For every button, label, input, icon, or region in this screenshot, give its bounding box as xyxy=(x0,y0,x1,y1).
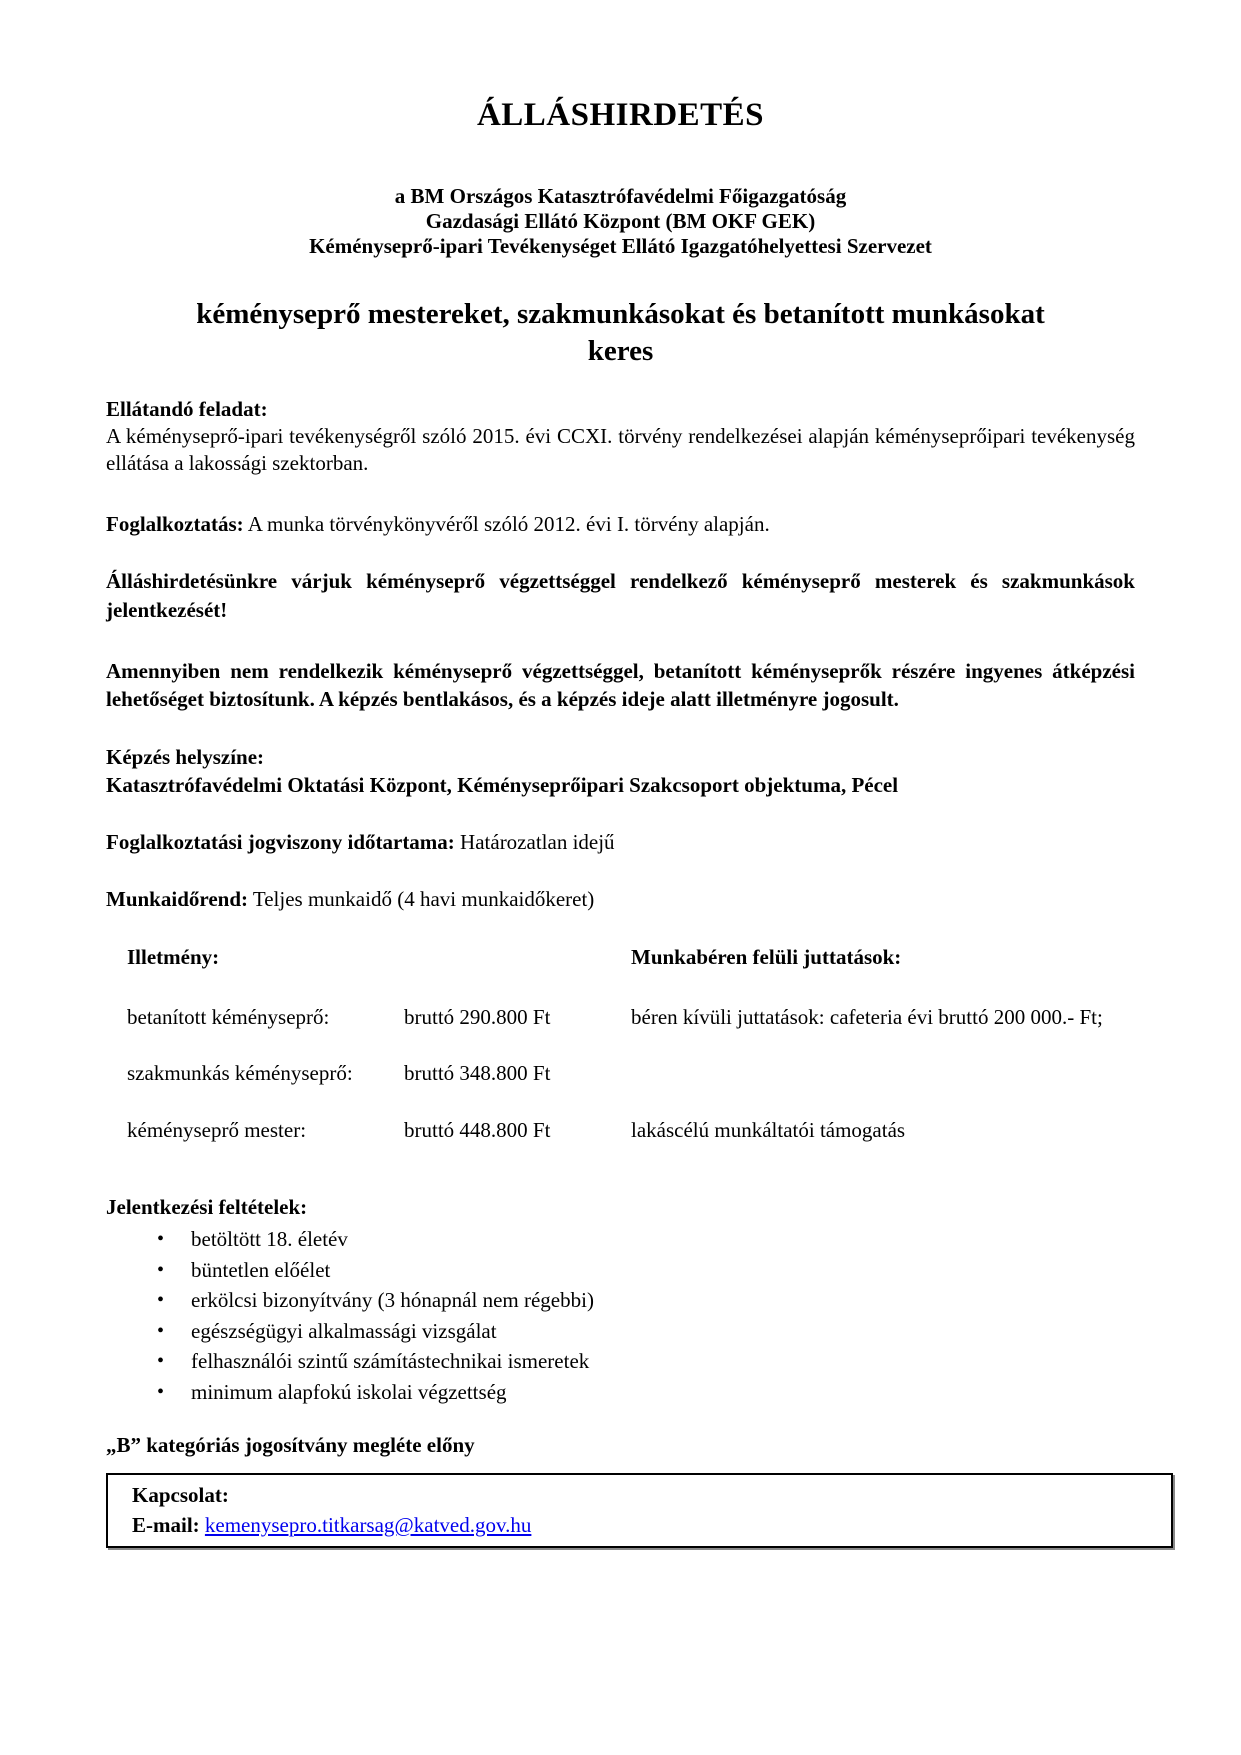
invite-paragraph: Álláshirdetésünkre várjuk kéményseprő végzettséggel rendelkező kéményseprő mesterek és szakmunkások jelentkezését! xyxy=(106,569,1135,622)
org-line-1: a BM Országos Katasztrófavédelmi Főigazgatóság xyxy=(394,184,847,208)
list-item-text: felhasználói szintű számítástechnikai ismeretek xyxy=(191,1349,590,1373)
employment-body: A munka törvénykönyvéről szóló 2012. évi I. törvény alapján. xyxy=(243,512,770,536)
job-headline-line2: keres xyxy=(587,335,654,367)
employment-paragraph xyxy=(106,511,1135,538)
license-note: „B” kategóriás jogosítvány megléte előny xyxy=(106,1433,475,1457)
duration-label: Foglalkoztatási jogviszony időtartama: xyxy=(106,830,455,854)
salary-label: betanított kéményseprő: xyxy=(127,1005,330,1029)
benefit-cell: béren kívüli juttatások: cafeteria évi bruttó 200 000.- Ft; xyxy=(631,1005,1103,1029)
list-item-text: egészségügyi alkalmassági vizsgálat xyxy=(191,1318,497,1343)
list-item-text: erkölcsi bizonyítvány (3 hónapnál nem régebbi) xyxy=(191,1288,594,1312)
list-item xyxy=(157,1224,1135,1255)
task-body: A kéményseprő-ipari tevékenységről szóló 2015. évi CCXI. törvény rendelkezései alapján kéményseprőipari tevékenység ellátása a lakossági szektorban. xyxy=(106,424,1135,475)
table-row xyxy=(127,1116,631,1144)
salary-value: bruttó 348.800 Ft xyxy=(404,1061,551,1085)
page-title: ÁLLÁSHIRDETÉS xyxy=(476,97,765,133)
bullet-icon: • xyxy=(157,1258,165,1281)
section-task xyxy=(106,396,1135,476)
list-item-text: büntetlen előélet xyxy=(191,1257,331,1282)
org-line-2: Gazdasági Ellátó Központ (BM OKF GEK) xyxy=(425,209,816,233)
salary-value: bruttó 448.800 Ft xyxy=(404,1118,551,1142)
requirements-label: Jelentkezési feltételek: xyxy=(106,1195,308,1219)
job-headline-line1: kéményseprő mestereket, szakmunkásokat és betanított munkásokat xyxy=(196,298,1045,330)
job-headline xyxy=(106,296,1135,370)
schedule-paragraph xyxy=(106,886,1135,913)
training-location-label: Képzés helyszíne: xyxy=(106,745,265,769)
table-row xyxy=(127,1059,631,1087)
bullet-icon: • xyxy=(157,1228,165,1250)
training-location-body: Katasztrófavédelmi Oktatási Központ, Kéményseprőipari Szakcsoport objektuma, Pécel xyxy=(106,773,899,797)
list-item-text: betöltött 18. életév xyxy=(191,1227,348,1251)
bullet-icon: • xyxy=(157,1380,165,1403)
employment-label: Foglalkoztatás: xyxy=(106,512,244,536)
list-item-text: minimum alapfokú iskolai végzettség xyxy=(191,1379,507,1404)
duration-body: Határozatlan idejű xyxy=(454,830,615,854)
salary-column-header: Illetmény: xyxy=(127,945,220,969)
bullet-icon: • xyxy=(157,1289,165,1311)
contact-box xyxy=(106,1473,1173,1548)
contact-label: Kapcsolat: xyxy=(132,1483,229,1507)
schedule-body: Teljes munkaidő (4 havi munkaidőkeret) xyxy=(248,887,595,911)
list-item xyxy=(157,1346,1135,1377)
list-item xyxy=(157,1255,1135,1286)
salary-label: kéményseprő mester: xyxy=(127,1118,307,1142)
benefits-column-header: Munkabéren felüli juttatások: xyxy=(631,945,902,969)
list-item xyxy=(157,1316,1135,1347)
schedule-label: Munkaidőrend: xyxy=(106,887,248,911)
organization-block xyxy=(106,184,1135,259)
compensation-table xyxy=(127,943,1135,1145)
section-requirements xyxy=(106,1194,1135,1407)
bullet-icon: • xyxy=(157,1319,165,1342)
org-line-3: Kéményseprő-ipari Tevékenységet Ellátó Igazgatóhelyettesi Szervezet xyxy=(309,234,932,258)
list-item xyxy=(157,1377,1135,1408)
list-item xyxy=(157,1285,1135,1316)
section-training-location xyxy=(106,743,1135,799)
salary-value: bruttó 290.800 Ft xyxy=(404,1005,551,1029)
email-label: E-mail: xyxy=(132,1513,200,1537)
bullet-icon: • xyxy=(157,1350,165,1372)
table-row xyxy=(127,1003,631,1031)
benefit-cell: lakáscélú munkáltatói támogatás xyxy=(631,1118,906,1142)
retrain-paragraph: Amennyiben nem rendelkezik kéményseprő végzettséggel, betanított kéményseprők részére ingyenes átképzési lehetőséget biztosítunk. A képzés bentlakásos, és a képzés ideje alatt illetményre jogosult. xyxy=(106,659,1135,711)
salary-label: szakmunkás kéményseprő: xyxy=(127,1061,353,1085)
requirements-list xyxy=(106,1224,1135,1407)
contact-email-line xyxy=(132,1510,1161,1540)
email-link[interactable]: kemenysepro.titkarsag@katved.gov.hu xyxy=(204,1513,532,1537)
task-label: Ellátandó feladat: xyxy=(106,397,268,421)
duration-paragraph xyxy=(106,829,1135,856)
